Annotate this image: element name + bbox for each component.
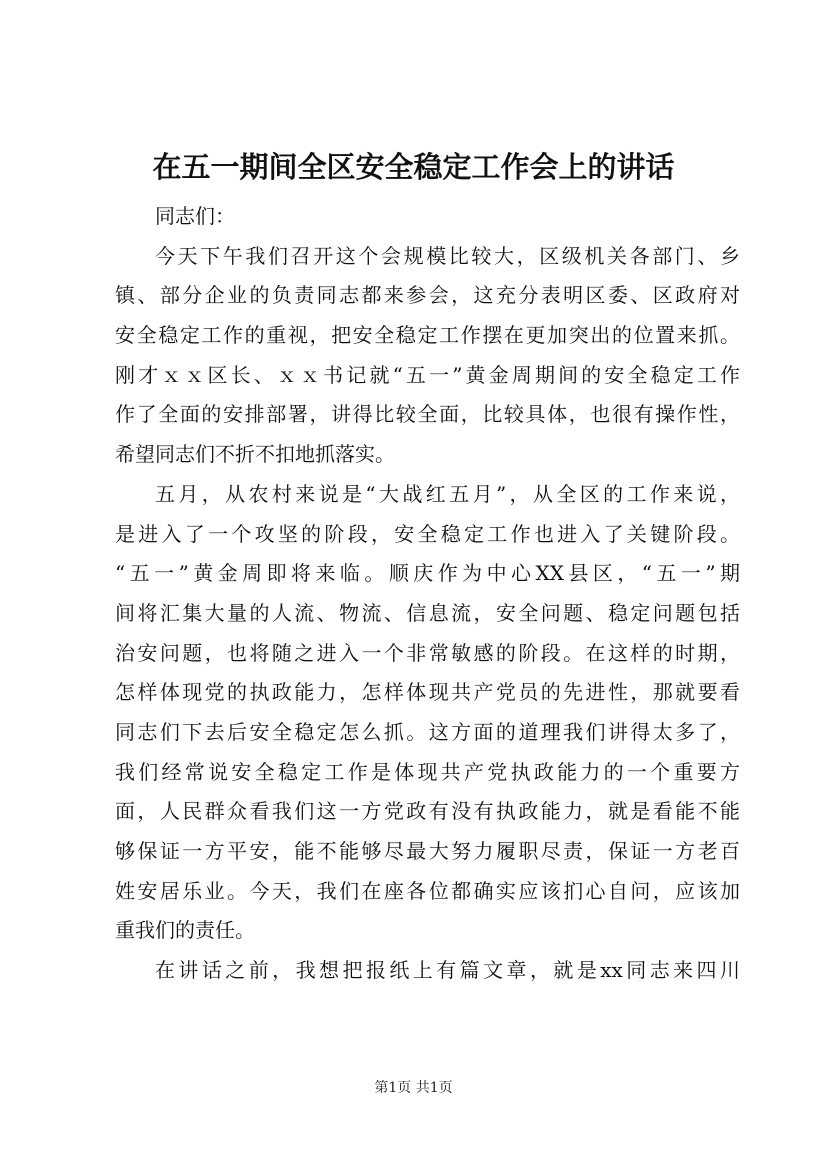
paragraph-line: 在讲话之前，我想把报纸上有篇文章，就是xx同志来四川 [155,958,740,983]
paragraph-line: 重我们的责任。 [115,918,255,943]
paragraph-line: 同志们下去后安全稳定怎么抓。这方面的道理我们讲得太多了， [115,719,740,744]
paragraph-line: 安全稳定工作的重视，把安全稳定工作摆在更加突出的位置来抓。 [115,323,740,348]
paragraph-line: 治安问题，也将随之进入一个非常敏感的阶段。在这样的时期， [115,640,740,665]
paragraph-line: 怎样体现党的执政能力，怎样体现共产党员的先进性，那就要看 [115,680,740,705]
paragraph-line: 今天下午我们召开这个会规模比较大，区级机关各部门、乡 [155,243,740,268]
paragraph-line: 面，人民群众看我们这一方党政有没有执政能力，就是看能不能 [115,799,740,824]
document-title: 在五一期间全区安全稳定工作会上的讲话 [152,150,675,184]
paragraph-line: “五一”黄金周即将来临。顺庆作为中心XX县区，“五一”期 [115,561,740,586]
paragraph-line: 希望同志们不折不扣地抓落实。 [115,442,395,467]
paragraph-line: 是进入了一个攻坚的阶段，安全稳定工作也进入了关键阶段。 [115,521,740,546]
paragraph-line: 镇、部分企业的负责同志都来参会，这充分表明区委、区政府对 [115,283,740,308]
paragraph-line: 够保证一方平安，能不能够尽最大努力履职尽责，保证一方老百 [115,839,740,863]
paragraph-line: 刚才ｘｘ区长、ｘｘ书记就“五一”黄金周期间的安全稳定工作 [115,362,740,387]
document-body [115,197,740,991]
paragraph-line: 我们经常说安全稳定工作是体现共产党执政能力的一个重要方 [115,759,740,784]
paragraph-line: 间将汇集大量的人流、物流、信息流，安全问题、稳定问题包括 [115,600,740,625]
salutation: 同志们： [155,204,235,228]
paragraph-line: 姓安居乐业。今天，我们在座各位都确实应该扪心自问，应该加 [115,878,740,903]
page-number: 第1页 共1页 [374,1080,453,1096]
paragraph-line: 五月，从农村来说是“大战红五月”，从全区的工作来说， [155,481,740,506]
paragraph-line: 作了全面的安排部署，讲得比较全面，比较具体，也很有操作性， [115,402,740,427]
